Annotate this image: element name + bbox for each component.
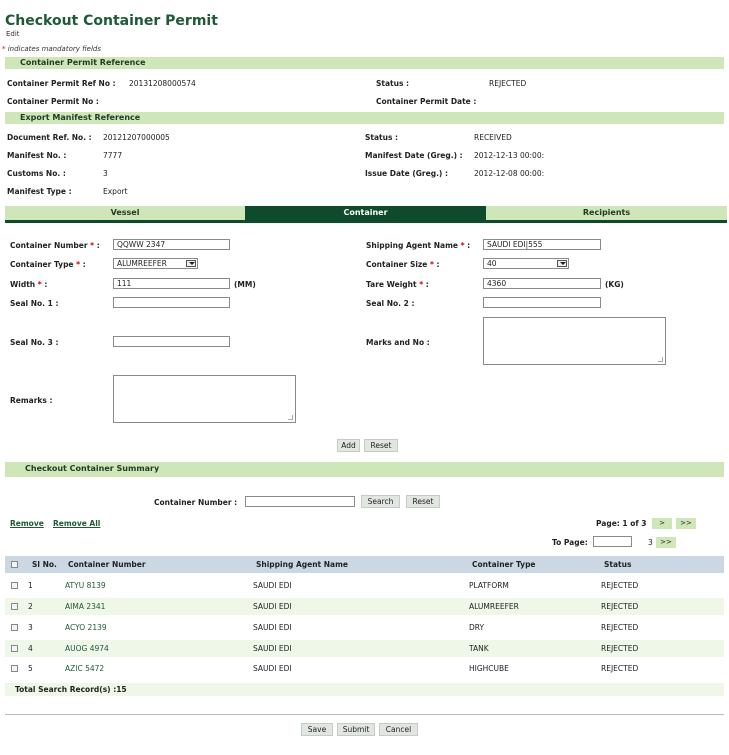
container-number-label: Container Number * : — [10, 241, 100, 250]
tare-weight-label: Tare Weight * : — [366, 280, 429, 289]
row-container-number-link[interactable]: AUOG 4974 — [65, 644, 109, 653]
remove-all-link[interactable]: Remove All — [53, 519, 101, 528]
permit-status-label: Status : — [376, 79, 410, 88]
table-row — [5, 640, 724, 657]
to-page-label: To Page: — [552, 538, 588, 547]
row-status: REJECTED — [601, 664, 639, 673]
seal3-input[interactable] — [113, 336, 230, 347]
last-page-button[interactable]: >> — [676, 518, 696, 529]
row-type: DRY — [469, 623, 485, 632]
manifest-type-value: Export — [103, 187, 128, 196]
row-status: REJECTED — [601, 644, 639, 653]
doc-ref-label: Document Ref. No. : — [7, 133, 92, 142]
cancel-button[interactable]: Cancel — [379, 723, 418, 736]
summary-search-input[interactable] — [245, 496, 355, 507]
row-agent: SAUDI EDI — [253, 623, 292, 632]
row-status: REJECTED — [601, 602, 639, 611]
manifest-no-label: Manifest No. : — [7, 151, 67, 160]
manifest-status-label: Status : — [365, 133, 399, 142]
row-type: TANK — [469, 644, 489, 653]
summary-reset-button[interactable]: Reset — [406, 495, 440, 508]
tab-underline — [5, 220, 727, 223]
select-all-checkbox[interactable] — [11, 561, 18, 568]
tab-recipients[interactable]: Recipients — [486, 206, 727, 220]
shipping-agent-label: Shipping Agent Name * : — [366, 241, 471, 250]
row-container-number-link[interactable]: AIMA 2341 — [65, 602, 106, 611]
manifest-status-value: RECEIVED — [474, 133, 512, 142]
shipping-agent-input[interactable] — [483, 239, 601, 250]
row-type: ALUMREEFER — [469, 602, 519, 611]
seal2-input[interactable] — [483, 297, 601, 308]
marks-textarea[interactable] — [483, 317, 666, 365]
summary-search-button[interactable]: Search — [361, 495, 400, 508]
chevron-down-icon[interactable] — [186, 260, 196, 267]
permit-ref-no-value: 20131208000574 — [129, 79, 196, 88]
permit-ref-no-label: Container Permit Ref No : — [7, 79, 116, 88]
width-input[interactable] — [113, 278, 230, 289]
table-row — [5, 577, 724, 594]
container-number-input[interactable] — [113, 239, 230, 250]
row-agent: SAUDI EDI — [253, 581, 292, 590]
row-agent: SAUDI EDI — [253, 644, 292, 653]
container-size-select[interactable]: 40 — [483, 258, 569, 269]
submit-button[interactable]: Submit — [337, 723, 375, 736]
manifest-no-value: 7777 — [103, 151, 123, 160]
col-container-number: Container Number — [68, 560, 146, 569]
table-row — [5, 660, 724, 677]
permit-reference-header: Container Permit Reference — [5, 57, 724, 69]
remarks-textarea[interactable] — [113, 375, 296, 423]
to-page-input[interactable] — [593, 536, 632, 547]
page-indicator: Page: 1 of 3 — [596, 519, 647, 528]
seal1-label: Seal No. 1 : — [10, 299, 59, 308]
col-sl-no: Sl No. — [32, 560, 57, 569]
marks-label: Marks and No : — [366, 338, 430, 347]
row-checkbox[interactable] — [11, 582, 18, 589]
permit-no-label: Container Permit No : — [7, 97, 99, 106]
container-type-label: Container Type * : — [10, 260, 86, 269]
summary-header: Checkout Container Summary — [5, 462, 724, 477]
row-type: HIGHCUBE — [469, 664, 509, 673]
issue-date-label: Issue Date (Greg.) : — [365, 169, 448, 178]
row-sl: 2 — [28, 602, 33, 611]
tab-bar — [5, 206, 727, 220]
row-checkbox[interactable] — [11, 665, 18, 672]
manifest-type-label: Manifest Type : — [7, 187, 72, 196]
row-container-number-link[interactable]: AZIC 5472 — [65, 664, 105, 673]
page-mode: Edit — [6, 30, 20, 38]
row-container-number-link[interactable]: ATYU 8139 — [65, 581, 106, 590]
save-button[interactable]: Save — [301, 723, 333, 736]
go-to-page-button[interactable]: >> — [656, 537, 676, 548]
to-page-number: 3 — [648, 538, 653, 547]
summary-table-header — [5, 556, 724, 573]
remove-link[interactable]: Remove — [10, 519, 44, 528]
issue-date-value: 2012-12-08 00:00: — [474, 169, 545, 178]
tare-weight-input[interactable] — [483, 278, 601, 289]
width-unit: (MM) — [234, 280, 256, 289]
total-records-bar — [5, 683, 724, 696]
container-size-label: Container Size * : — [366, 260, 440, 269]
manifest-reference-header: Export Manifest Reference — [5, 112, 724, 124]
container-type-select[interactable]: ALUMREEFER — [113, 258, 198, 269]
customs-no-label: Customs No. : — [7, 169, 66, 178]
row-status: REJECTED — [601, 623, 639, 632]
form-reset-button[interactable]: Reset — [364, 439, 398, 452]
row-type: PLATFORM — [469, 581, 509, 590]
row-agent: SAUDI EDI — [253, 602, 292, 611]
customs-no-value: 3 — [103, 169, 108, 178]
next-page-button[interactable]: > — [652, 518, 672, 529]
width-label: Width * : — [10, 280, 48, 289]
summary-search-label: Container Number : — [154, 498, 238, 507]
doc-ref-value: 20121207000005 — [103, 133, 170, 142]
row-sl: 4 — [28, 644, 33, 653]
mandatory-note — [2, 45, 101, 53]
row-checkbox[interactable] — [11, 603, 18, 610]
seal1-input[interactable] — [113, 297, 230, 308]
row-container-number-link[interactable]: ACYO 2139 — [65, 623, 107, 632]
row-checkbox[interactable] — [11, 624, 18, 631]
add-button[interactable]: Add — [337, 439, 360, 452]
manifest-date-value: 2012-12-13 00:00: — [474, 151, 545, 160]
chevron-down-icon[interactable] — [557, 260, 567, 267]
seal2-label: Seal No. 2 : — [366, 299, 415, 308]
seal3-label: Seal No. 3 : — [10, 338, 59, 347]
row-sl: 1 — [28, 581, 33, 590]
page-title: Checkout Container Permit — [5, 13, 218, 29]
permit-status-value: REJECTED — [489, 79, 527, 88]
divider — [5, 714, 724, 715]
row-status: REJECTED — [601, 581, 639, 590]
table-row — [5, 598, 724, 615]
table-row — [5, 619, 724, 636]
row-agent: SAUDI EDI — [253, 664, 292, 673]
permit-date-label: Container Permit Date : — [376, 97, 477, 106]
row-sl: 3 — [28, 623, 33, 632]
mandatory-star: * — [2, 45, 6, 53]
tare-weight-unit: (KG) — [605, 280, 624, 289]
col-container-type: Container Type — [472, 560, 536, 569]
mandatory-note-text: indicates mandatory fields — [7, 45, 101, 53]
tab-container[interactable]: Container — [245, 206, 486, 220]
row-sl: 5 — [28, 664, 33, 673]
total-records: Total Search Record(s) :15 — [15, 685, 127, 694]
remarks-label: Remarks : — [10, 396, 53, 405]
tab-vessel[interactable]: Vessel — [5, 206, 245, 220]
col-shipping-agent: Shipping Agent Name — [256, 560, 348, 569]
manifest-date-label: Manifest Date (Greg.) : — [365, 151, 463, 160]
row-checkbox[interactable] — [11, 645, 18, 652]
col-status: Status — [604, 560, 632, 569]
